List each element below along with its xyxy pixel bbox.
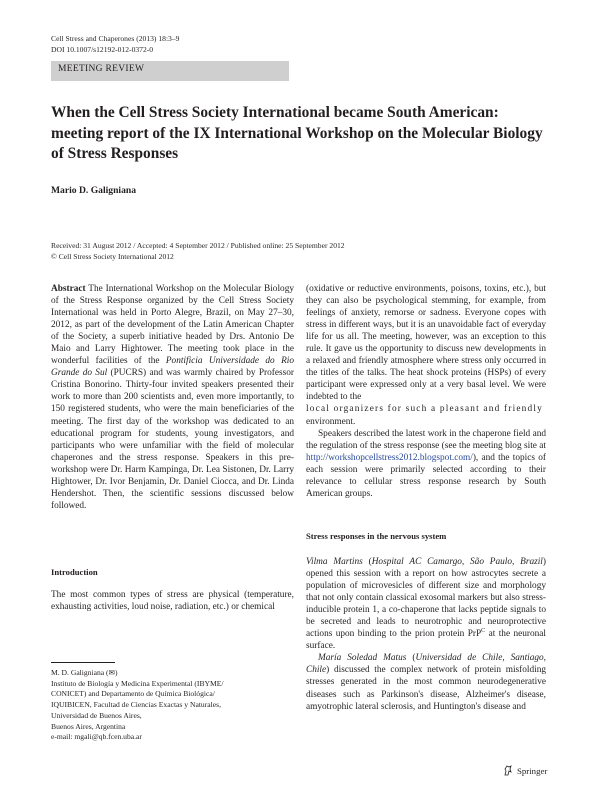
author-footnote xyxy=(51,668,294,743)
section-banner xyxy=(51,61,289,81)
paragraph-text: at the neuronal surface. xyxy=(306,629,546,652)
introduction-heading: Introduction xyxy=(51,567,98,577)
affiliation-line: CONICET) and Departamento de Química Biológica/ xyxy=(51,689,215,699)
paragraph-text: Speakers described the latest work in the chaperone field and the regulation of the stress response (see the meeting blog site at xyxy=(306,428,546,451)
paragraph-text: ), and the topics of each session were primarily selected according to their relevance to cellular stress response research by South American groups. xyxy=(306,452,546,499)
affiliation-line: Universidad de Buenos Aires, xyxy=(51,710,142,720)
copyright-text: Cell Stress Society International 2012 xyxy=(58,252,174,261)
paragraph-text: (oxidative or reductive environments, poisons, toxins, etc.), but they can also be psychological stemming, for example, from feelings of anxiety, remorse or sadness. Everyone copes with stress in different ways, but it is an unavoidable fact of everyday life for us all. The meeting, however, was an exception to this rule. It gave us the opportunity to discuss new developments in a relaxed and friendly atmosphere where stress only occurred in the titles of the talks. The heat shock proteins (HSPs) of every participant were expressed only at a very basal level. We were indebted to the xyxy=(306,284,546,403)
paragraph-stress-types xyxy=(306,283,546,403)
footnote-author xyxy=(51,668,294,679)
footnote-author-name: M. D. Galigniana ( xyxy=(51,668,109,677)
right-column-top xyxy=(306,283,546,500)
copyright-line xyxy=(51,251,551,262)
introduction-text: The most common types of stress are physical (temperature, exhausting activities, loud noise, radiation, etc.) or chemical xyxy=(51,590,294,613)
section-banner-label: MEETING REVIEW xyxy=(58,64,145,74)
affiliation-line: IQUIBICEN, Facultad de Ciencias Exactas y Naturales, xyxy=(51,700,221,710)
paragraph-spaced-line: local organizers for such a pleasant and friendly xyxy=(306,404,544,415)
publisher-name: Springer xyxy=(517,765,548,776)
paragraph-matus: María Soledad Matus (Universidad de Chile, Santiago, Chile) discussed the complex network of protein misfolding stresses generated in the most common neurodegenerative diseases such as Parkinson's disease, Alzheimer's disease, amyotrophic lateral sclerosis, and Huntington's disease and xyxy=(306,653,547,712)
abstract-label: Abstract xyxy=(51,284,86,294)
abstract-italic: Pontificia Universidade do Rio Grande do Sul xyxy=(51,356,294,379)
publication-dates: Received: 31 August 2012 / Accepted: 4 September 2012 / Published online: 25 September 2012 xyxy=(51,241,345,250)
blog-link[interactable]: http://workshopcellstress2012.blogspot.com/ xyxy=(306,452,473,463)
footnote-paren: ) xyxy=(114,668,118,677)
speaker-name: María Soledad Matus xyxy=(318,653,407,664)
affiliation-line: Instituto de Biología y Medicina Experimental (IBYME/ xyxy=(51,678,224,688)
paragraph-text: opened this session with a report on how astrocytes secrete a population of microvesicles of different size and morphology that not only contain classical exosomal markers but also stress-inducible protein 1, a co-chaperone that lacks peptide signals to be secreted and leads to neurotrophic and neuroprotective actions upon binding to the prion protein PrP xyxy=(306,569,546,640)
copyright-icon: © xyxy=(51,252,57,261)
paragraph-martins: Vilma Martins (Hospital AC Camargo, São Paulo, Brazil) opened this session with a report on how astrocytes secrete a population of microvesicles of different size and morphology that not only contain classical exosomal markers but also stress-inducible protein 1, a co-chaperone that lacks peptide signals to be secreted and leads to neurotrophic and neuroprotective actions upon binding to the prion protein PrP$^C$ at the neuronal surface. xyxy=(306,557,546,652)
abstract xyxy=(51,283,294,512)
affiliation-line: Buenos Aires, Argentina xyxy=(51,721,126,731)
footnote-rule xyxy=(51,662,115,663)
article-dates xyxy=(51,240,551,262)
paragraph-speakers xyxy=(306,428,546,500)
doi: DOI 10.1007/s12192-012-0372-0 xyxy=(51,45,154,54)
abstract-text-1: The International Workshop on the Molecular Biology of the Stress Response organized by the Cell Stress Society International was held in Porto Alegre, Brazil, on May 27–30, 2012, as part of the development of the Latin American Chapter of the Society, a superb initiative headed by Drs. Antonio De Maio and Larry Hightower. The meeting took place in the wonderful facilities of the xyxy=(51,284,294,367)
author-name: Mario D. Galigniana xyxy=(51,185,137,196)
speaker-name: Vilma Martins xyxy=(306,557,363,567)
paragraph-text: discussed the complex network of protein misfolding stresses generated in the most common neurodegenerative diseases such as Parkinson's disease, Alzheimer's disease, amyotrophic lateral sclerosis, and Huntington's disease and xyxy=(306,665,546,712)
publisher-logo xyxy=(503,765,547,776)
superscript: C xyxy=(481,628,486,635)
article-title: When the Cell Stress Society International became South American: meeting report of the IX International Workshop on the Molecular Biology of Stress Responses xyxy=(51,104,543,162)
section-heading-nervous-system: Stress responses in the nervous system xyxy=(306,531,447,541)
left-column xyxy=(51,283,294,512)
right-column-bottom xyxy=(306,556,546,713)
abstract-text-2: (PUCRS) and was warmly chaired by Professor Cristina Bonorino. Thirty-four invited speakers presented their work to more than 200 scientists and, even more importantly, to 150 registered students, who were the main beneficiaries of the meeting. The first day of the workshop was dedicated to an educational program for students, young investigators, and participants who were unfamiliar with the field of molecular chaperones and the stress response. Speakers in this pre-workshop were Dr. Harm Kampinga, Dr. Lea Sistonen, Dr. Larry Hightower, Dr. Ivor Benjamin, Dr. Daniel Ciocca, and Dr. Linda Hendershot. Then, the scientific sessions discussed below followed. xyxy=(51,368,294,511)
email-line: e-mail: mgali@qb.fcen.uba.ar xyxy=(51,732,142,742)
speaker-affiliation: Universidad de Chile, Santiago, Chile xyxy=(306,653,547,676)
paragraph-end: environment. xyxy=(306,416,356,427)
envelope-icon: ✉ xyxy=(108,668,115,677)
journal-header xyxy=(51,33,179,55)
speaker-affiliation: Hospital AC Camargo, São Paulo, Brazil xyxy=(371,557,543,567)
springer-horse-icon xyxy=(503,765,513,776)
journal-citation: Cell Stress and Chaperones (2013) 18:3–9 xyxy=(51,34,180,43)
